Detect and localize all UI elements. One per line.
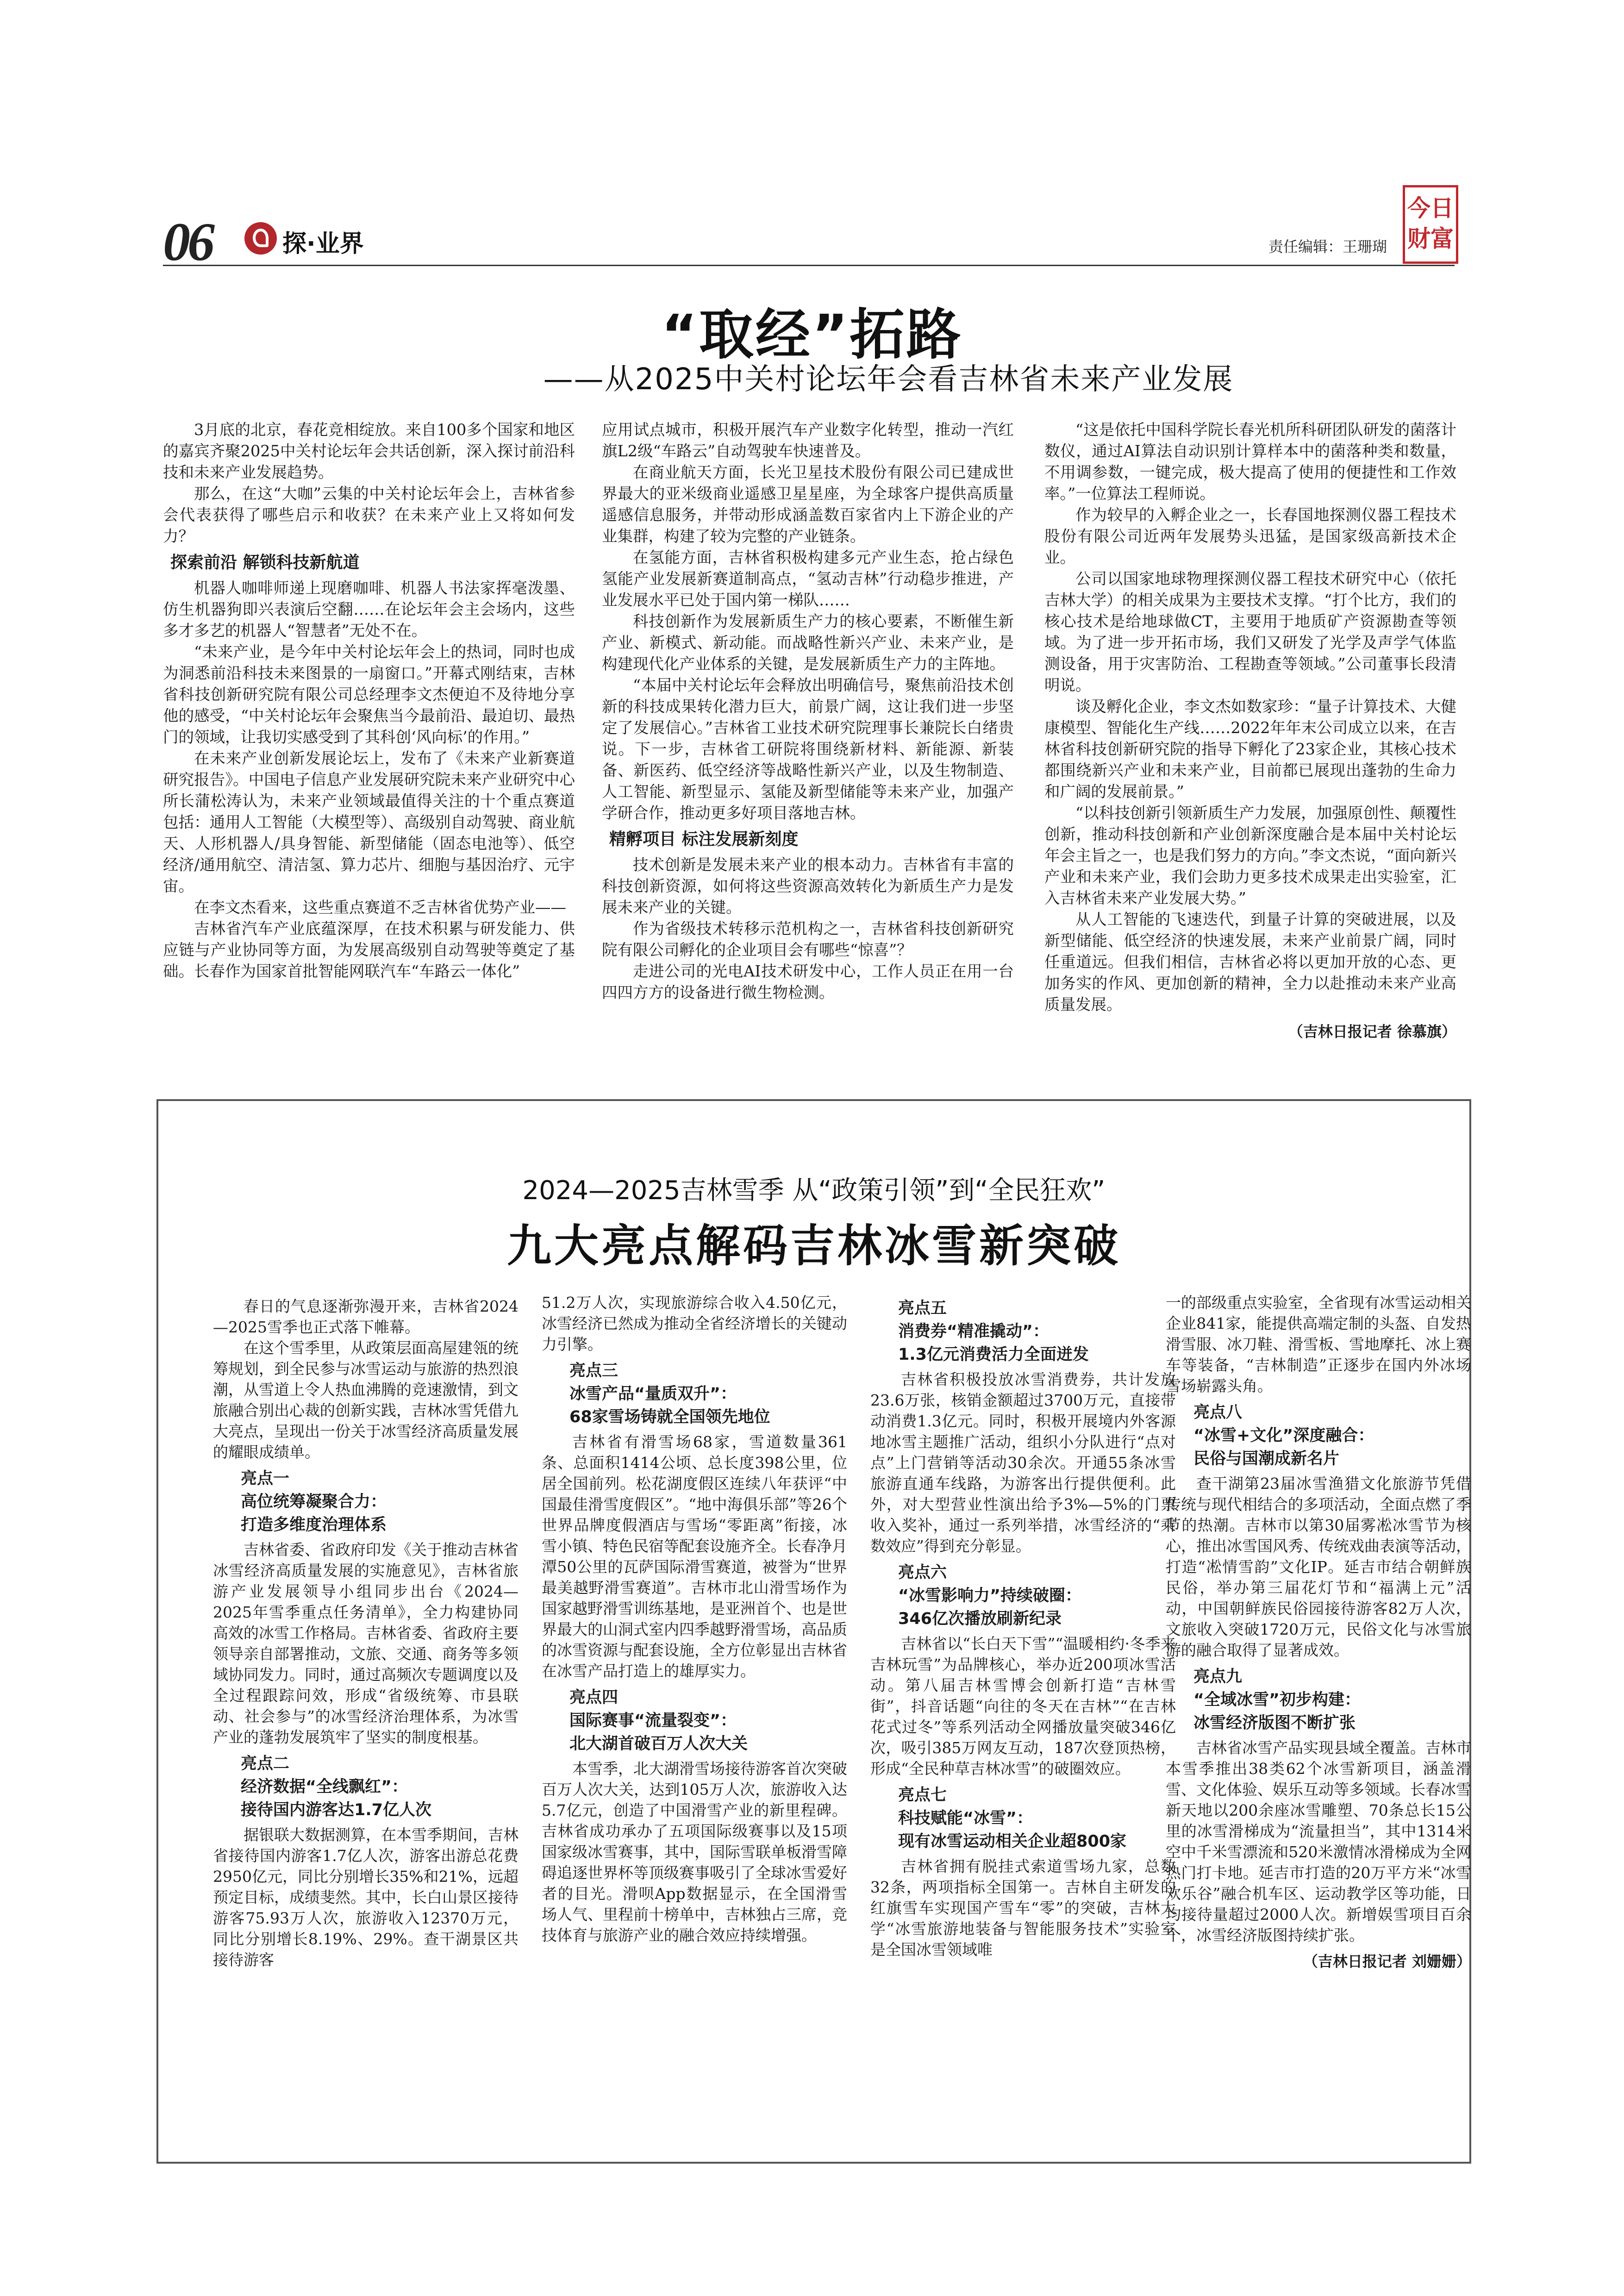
feature-column-2 bbox=[542, 1292, 847, 1946]
highlight-heading bbox=[870, 1561, 1176, 1630]
highlight-number: 亮点三 bbox=[569, 1362, 618, 1380]
article-column-2 bbox=[602, 419, 1014, 1003]
highlight-number: 亮点四 bbox=[569, 1688, 618, 1707]
body-paragraph: “未来产业，是今年中关村论坛年会上的热词，同时也成为洞悉前沿科技未来图景的一扇窗口。”开幕式刚结束，吉林省科技创新研究院有限公司总经理李文杰便迫不及待地分享他的感受，“中关村论坛年会聚焦当今最前沿、最迫切、最热门的领域，让我切实感受到了其科创‘风向标’的作用。” bbox=[163, 643, 575, 746]
article-subhead: ——从2025中关村论坛年会看吉林省未来产业发展 bbox=[543, 362, 1234, 397]
article-column-1 bbox=[163, 419, 575, 982]
highlight-heading bbox=[213, 1752, 518, 1822]
highlight-title-line: 346亿次播放刷新纪录 bbox=[898, 1610, 1062, 1628]
body-paragraph: 走进公司的光电AI技术研发中心，工作人员正在用一台四四方方的设备进行微生物检测。 bbox=[602, 962, 1014, 1002]
highlight-title-line: “冰雪+文化”深度融合： bbox=[1193, 1426, 1374, 1445]
highlight-number: 亮点八 bbox=[1193, 1403, 1243, 1422]
highlight-title-line: “全域冰雪”初步构建： bbox=[1193, 1691, 1361, 1709]
body-paragraph: 吉林省有滑雪场68家，雪道数量361条、总面积1414公顷、总长度398公里，位居全国前列。松花湖度假区连续八年获评“中国最佳滑雪度假区”。“地中海俱乐部”等26个世界品牌度假酒店与雪场“零距离”衔接，冰雪小镇、特色民宿等配套设施齐全。长春净月潭50公里的瓦萨国际滑雪赛道，被誉为“世界最美越野滑雪赛道”。吉林市北山滑雪场作为国家越野滑雪训练基地，是亚洲首个、也是世界最大的山洞式室内四季越野滑雪场，高品质的冰雪资源与配套设施，全方位彰显出吉林省在冰雪产品打造上的雄厚实力。 bbox=[542, 1433, 847, 1680]
highlight-title-line: 打造多维度治理体系 bbox=[241, 1516, 387, 1534]
body-paragraph: 科技创新作为发展新质生产力的核心要素，不断催生新产业、新模式、新动能。而战略性新兴产业、未来产业，是构建现代化产业体系的关键，是发展新质生产力的主阵地。 bbox=[602, 612, 1014, 673]
highlight-title-line: 国际赛事“流量裂变”： bbox=[569, 1711, 737, 1730]
section-heading: 精孵项目 标注发展新刻度 bbox=[609, 830, 799, 849]
highlight-number: 亮点二 bbox=[241, 1755, 290, 1773]
highlight-title-line: 现有冰雪运动相关企业超800家 bbox=[898, 1832, 1127, 1851]
body-paragraph: 据银联大数据测算，在本雪季期间，吉林省接待国内游客1.7亿人次，游客出游总花费2950亿元，同比分别增长35%和21%，远超预定目标，成绩斐然。其中，长白山景区接待游客75.93万人次，旅游收入12370万元，同比分别增长8.19%、29%。查干湖景区共接待游客 bbox=[213, 1826, 518, 1969]
body-paragraph: “以科技创新引领新质生产力发展，加强原创性、颠覆性创新，推动科技创新和产业创新深度融合是本届中关村论坛年会主旨之一，也是我们努力的方向。”李文杰说，“面向新兴产业和未来产业，我们会助力更多技术成果走出实验室，汇入吉林省未来产业发展大势。” bbox=[1044, 804, 1456, 907]
body-paragraph: 吉林省汽车产业底蕴深厚，在技术积累与研发能力、供应链与产业协同等方面，为发展高级别自动驾驶等奠定了基础。长春作为国家首批智能网联汽车“车路云一体化” bbox=[163, 920, 575, 980]
feature-kicker: 2024—2025吉林雪季 从“政策引领”到“全民狂欢” bbox=[522, 1176, 1106, 1206]
body-paragraph: 吉林省积极投放冰雪消费券，共计发放23.6万张，核销金额超过3700万元，直接带动消费1.3亿元。同时，积极开展境内外客源地冰雪主题推广活动，组织小分队进行“点对点”上门营销等活动30余次。开通55条冰雪旅游直通车线路，为游客出行提供便利。此外，对大型营业性演出给予3%—5%的门票收入奖补，通过一系列举措，冰雪经济的“乘数效应”得到充分彰显。 bbox=[870, 1370, 1176, 1555]
highlight-title-line: 经济数据“全线飘红”： bbox=[241, 1778, 408, 1796]
highlight-number: 亮点七 bbox=[898, 1786, 947, 1804]
body-paragraph: 公司以国家地球物理探测仪器工程技术研究中心（依托吉林大学）的相关成果为主要技术支撑。“打个比方，我们的核心技术是给地球做CT，主要用于地质矿产资源勘查等领域。为了进一步开拓市场，我们又研发了光学及声学气体监测设备，用于灾害防治、工程勘查等领域。”公司董事长段清明说。 bbox=[1044, 570, 1457, 694]
body-paragraph: 在李文杰看来，这些重点赛道不乏吉林省优势产业—— bbox=[194, 898, 566, 916]
body-paragraph: 本雪季，北大湖滑雪场接待游客首次突破百万人次大关，达到105万人次，旅游收入达5.7亿元，创造了中国滑雪产业的新里程碑。吉林省成功承办了五项国际级赛事以及15项国家级冰雪赛事，其中，国际雪联单板滑雪障碍追逐世界杯等顶级赛事吸引了全球冰雪爱好者的目光。滑呗App数据显示，在全国滑雪场人气、里程前十榜单中，吉林独占三席，竞技体育与旅游产业的融合效应持续增强。 bbox=[542, 1760, 847, 1944]
body-paragraph: 在未来产业创新发展论坛上，发布了《未来产业新赛道研究报告》。中国电子信息产业发展研究院未来产业研究中心所长蒲松涛认为，未来产业领域最值得关注的十个重点赛道包括：通用人工智能（大模型等）、高级别自动驾驶、商业航天、人形机器人/具身智能、新型储能（固态电池等）、低空经济/通用航空、清洁氢、算力芯片、细胞与基因治疗、元宇宙。 bbox=[163, 749, 575, 895]
body-paragraph: 吉林省委、省政府印发《关于推动吉林省冰雪经济高质量发展的实施意见》，吉林省旅游产业发展领导小组同步出台《2024—2025年雪季重点任务清单》，全力构建协同高效的冰雪工作格局。吉林省委、省政府主要领导亲自部署推动，文旅、交通、商务等多领域协同发力。同时，通过高频次专题调度以及全过程跟踪问效，形成“省级统筹、市县联动、社会参与”的冰雪经济治理体系，为冰雪产业的蓬勃发展筑牢了坚实的制度根基。 bbox=[213, 1541, 518, 1746]
body-paragraph: 从人工智能的飞速迭代，到量子计算的突破进展，以及新型储能、低空经济的快速发展，未来产业前景广阔，同时任重道远。但我们相信，吉林省必将以更加开放的心态、更加务实的作风、更加创新的精神，全力以赴推动未来产业高质量发展。 bbox=[1044, 910, 1456, 1014]
body-paragraph: 吉林省以“长白天下雪”“温暖相约·冬季来吉林玩雪”为品牌核心，举办近200项冰雪活动。第八届吉林雪博会创新打造“吉林雪街”，抖音话题“向往的冬天在吉林”“在吉林花式过冬”等系列活动全网播放量突破346亿次，吸引385万网友互动，187次登顶热榜，形成“全民种草吉林冰雪”的破圈效应。 bbox=[870, 1635, 1176, 1778]
body-paragraph: 51.2万人次，实现旅游综合收入4.50亿元，冰雪经济已然成为推动全省经济增长的关键动力引擎。 bbox=[542, 1294, 847, 1353]
body-paragraph: 作为省级技术转移示范机构之一，吉林省科技创新研究院有限公司孵化的企业项目会有哪些“惊喜”？ bbox=[602, 920, 1014, 959]
highlight-number: 亮点六 bbox=[898, 1563, 947, 1582]
article-column-3 bbox=[1044, 419, 1456, 1042]
body-paragraph: “本届中关村论坛年会释放出明确信号，聚焦前沿技术创新的科技成果转化潜力巨大，前景广阔，这让我们进一步坚定了发展信心。”吉林省工业技术研究院理事长兼院长白绪贵说。下一步，吉林省工研院将围绕新材料、新能源、新装备、新医药、低空经济等战略性新兴产业，以及生物制造、人工智能、新型显示、氢能及新型储能等未来产业，加强产学研合作，推动更多好项目落地吉林。 bbox=[602, 676, 1014, 822]
highlight-heading bbox=[542, 1359, 847, 1429]
body-paragraph: 技术创新是发展未来产业的根本动力。吉林省有丰富的科技创新资源，如何将这些资源高效转化为新质生产力是发展未来产业的关键。 bbox=[602, 856, 1014, 916]
editor-credit: 责任编辑：王珊瑚 bbox=[1268, 238, 1387, 255]
feature-column-1 bbox=[213, 1296, 518, 1970]
highlight-title-line: 高位统筹凝聚合力： bbox=[241, 1493, 387, 1511]
highlight-title-line: 冰雪经济版图不断扩张 bbox=[1193, 1714, 1356, 1732]
highlight-title-line: 冰雪产品“量质双升”： bbox=[569, 1385, 737, 1403]
section-name: 探·业界 bbox=[282, 230, 364, 258]
highlight-heading bbox=[870, 1297, 1176, 1366]
highlight-title-line: 1.3亿元消费活力全面迸发 bbox=[898, 1345, 1089, 1364]
body-paragraph: 在商业航天方面，长光卫星技术股份有限公司已建成世界最大的亚米级商业遥感卫星星座，为全球客户提供高质量遥感信息服务，并带动形成涵盖数百家省内上下游企业的产业集群，构建了较为完整的产业链条。 bbox=[602, 463, 1014, 545]
highlight-title-line: 科技赋能“冰雪”： bbox=[898, 1809, 1033, 1828]
highlight-title-line: 民俗与国潮成新名片 bbox=[1193, 1450, 1340, 1468]
feature-column-3 bbox=[870, 1292, 1176, 1960]
section-logo-icon bbox=[244, 222, 277, 255]
highlight-number: 亮点五 bbox=[898, 1299, 947, 1318]
article-headline: “取经”拓路 bbox=[661, 303, 963, 367]
body-paragraph: 应用试点城市，积极开展汽车产业数字化转型，推动一汽红旗L2级“车路云”自动驾驶车快速普及。 bbox=[602, 421, 1014, 460]
body-paragraph: 在这个雪季里，从政策层面高屋建瓴的统筹规划，到全民参与冰雪运动与旅游的热烈浪潮，从雪道上令人热血沸腾的竞速激情，到文旅融合别出心裁的创新实践，吉林冰雪凭借九大亮点，呈现出一份关于冰雪经济高质量发展的耀眼成绩单。 bbox=[213, 1339, 518, 1461]
highlight-number: 亮点九 bbox=[1193, 1668, 1243, 1686]
feature-column-4 bbox=[1166, 1292, 1471, 1972]
highlight-heading bbox=[213, 1467, 518, 1537]
highlight-title-line: 68家雪场铸就全国领先地位 bbox=[569, 1408, 770, 1426]
highlight-heading bbox=[1166, 1665, 1471, 1735]
highlight-title-line: 北大湖首破百万人次大关 bbox=[569, 1735, 748, 1753]
body-paragraph: 春日的气息逐渐弥漫开来，吉林省2024—2025雪季也正式落下帷幕。 bbox=[213, 1297, 518, 1336]
body-paragraph: 查干湖第23届冰雪渔猎文化旅游节凭借传统与现代相结合的多项活动，全面点燃了季节的热潮。吉林市以第30届雾凇冰雪节为核心，推出冰雪国风秀、传统戏曲表演等活动，打造“凇情雪韵”文化IP。延吉市结合朝鲜族民俗，举办第三届花灯节和“福满上元”活动，中国朝鲜族民俗园接待游客82万人次，文旅收入突破1720万元，民俗文化与冰雪旅游的融合取得了显著成效。 bbox=[1166, 1475, 1471, 1659]
highlight-heading bbox=[870, 1784, 1176, 1853]
brand-seal-logo: 今日财富 bbox=[1403, 185, 1458, 264]
section-heading: 探索前沿 解锁科技新航道 bbox=[170, 553, 360, 572]
body-paragraph: 作为较早的入孵企业之一，长春国地探测仪器工程技术股份有限公司近两年发展势头迅猛，是国家级高新技术企业。 bbox=[1044, 506, 1456, 566]
header-divider bbox=[163, 265, 1455, 266]
body-paragraph: 在氢能方面，吉林省积极构建多元产业生态，抢占绿色氢能产业发展新赛道制高点，“氢动吉林”行动稳步推进，产业发展水平已处于国内第一梯队…… bbox=[602, 548, 1014, 609]
highlight-number: 亮点一 bbox=[241, 1469, 290, 1488]
body-paragraph: “这是依托中国科学院长春光机所科研团队研发的菌落计数仪，通过AI算法自动识别计算样本中的菌落种类和数量，不用调参数，一键完成，极大提高了使用的便捷性和工作效率。”一位算法工程师说。 bbox=[1044, 421, 1456, 503]
highlight-heading bbox=[1166, 1401, 1471, 1470]
highlight-heading bbox=[542, 1686, 847, 1755]
body-paragraph: 机器人咖啡师递上现磨咖啡、机器人书法家挥毫泼墨、仿生机器狗即兴表演后空翻……在论坛年会主会场内，这些多才多艺的机器人“智慧者”无处不在。 bbox=[163, 579, 575, 640]
page-number: 06 bbox=[163, 212, 212, 272]
byline: （吉林日报记者 徐慕旗） bbox=[1288, 1023, 1456, 1040]
feature-title: 九大亮点解码吉林冰雪新突破 bbox=[507, 1220, 1121, 1272]
byline: （吉林日报记者 刘姗姗） bbox=[1303, 1953, 1471, 1970]
highlight-title-line: 消费券“精准撬动”： bbox=[898, 1322, 1049, 1341]
body-paragraph: 谈及孵化企业，李文杰如数家珍：“量子计算技术、大健康模型、智能化生产线……2022年年末公司成立以来，在吉林省科技创新研究院的指导下孵化了23家企业，其核心技术都围绕新兴产业和未来产业，目前都已展现出蓬勃的生命力和广阔的发展前景。” bbox=[1044, 697, 1456, 801]
body-paragraph: 那么，在这“大咖”云集的中关村论坛年会上，吉林省参会代表获得了哪些启示和收获？在未来产业上又将如何发力？ bbox=[163, 485, 575, 545]
body-paragraph: 一的部级重点实验室，全省现有冰雪运动相关企业841家，能提供高端定制的头盔、自发热滑雪服、冰刀鞋、滑雪板、雪地摩托、冰上赛车等装备，“吉林制造”正逐步在国内外冰场雪场崭露头角。 bbox=[1166, 1294, 1471, 1395]
body-paragraph: 吉林省拥有脱挂式索道雪场九家，总数32条，两项指标全国第一。吉林自主研发的红旗雪车实现国产雪车“零”的突破，吉林大学“冰雪旅游地装备与智能服务技术”实验室是全国冰雪领域唯 bbox=[870, 1857, 1176, 1959]
body-paragraph: 3月底的北京，春花竞相绽放。来自100多个国家和地区的嘉宾齐聚2025中关村论坛年会共话创新，深入探讨前沿科技和未来产业发展趋势。 bbox=[163, 421, 575, 481]
highlight-title-line: 接待国内游客达1.7亿人次 bbox=[241, 1801, 432, 1819]
body-paragraph: 吉林省冰雪产品实现县域全覆盖。吉林市本雪季推出38类62个冰雪新项目，涵盖滑雪、文化体验、娱乐互动等多领域。长春冰雪新天地以200余座冰雪雕塑、70条总长15公里的冰雪滑梯成为“流量担当”，其中1314米空中千米雪漂流和520米激情冰滑梯成为全网热门打卡地。延吉市打造的20万平方米“冰雪欢乐谷”融合机车区、运动教学区等功能，日均接待量超过2000人次。新增娱雪项目百余个，冰雪经济版图持续扩张。 bbox=[1166, 1739, 1471, 1944]
highlight-title-line: “冰雪影响力”持续破圈： bbox=[898, 1587, 1082, 1605]
